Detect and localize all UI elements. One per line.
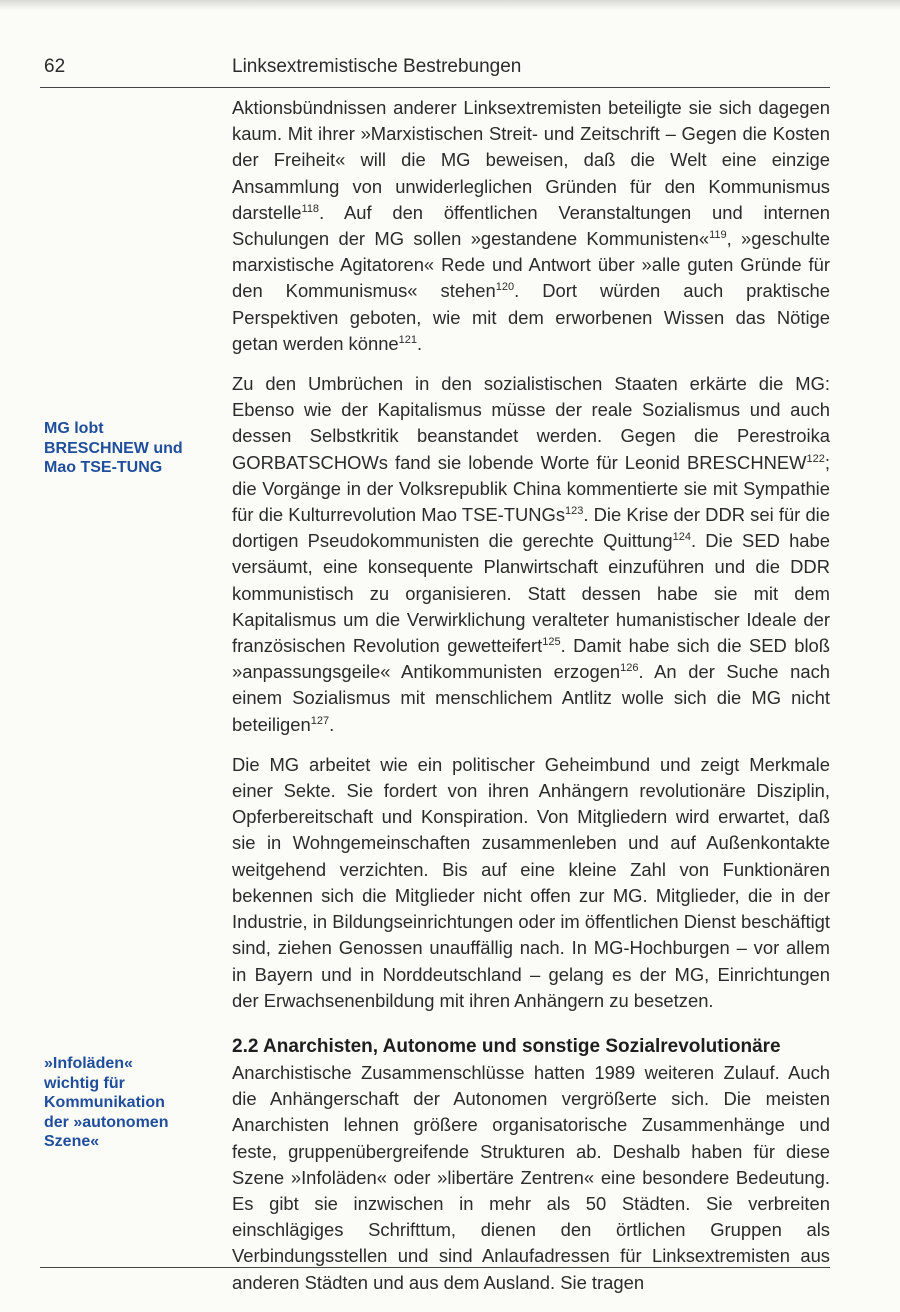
footnote-ref: 119 [709, 228, 727, 241]
margin-note-line: MG lobt [44, 420, 104, 437]
paragraph-3: Die MG arbeitet wie ein politischer Geheimbund und zeigt Merkmale einer Sekte. Sie fordert von ihren Anhängern revolutionäre Disziplin, Opferbereitschaft und Konspiration. Von Mitgliedern wird erwartet, daß sie in Wohngemeinschaften zusammenleben und auf Außenkontakte weitgehend verzichten. Bis auf eine kleine Zahl von Funktionären bekennen sich die Mitglieder nicht offen zur MG. Mitglieder, die in der Industrie, in Bildungseinrichtungen oder im öffentlichen Dienst beschäftigt sind, ziehen Genossen unauffällig nach. In MG-Hochburgen – vor allem in Bayern und in Norddeutschland – gelang es der MG, Einrichtungen der Erwachsenenbildung mit ihren Anhängern zu besetzen. [232, 753, 830, 1011]
footnote-ref: 118 [301, 202, 320, 215]
footnote-ref: 127 [310, 714, 330, 727]
margin-note-line: der »autonomen [44, 1113, 169, 1131]
page-top-shadow [0, 0, 900, 10]
section-heading: 2.2 Anarchisten, Autonome und sonstige Sozialrevolutionäre [232, 1035, 781, 1057]
footnote-ref: 126 [620, 662, 639, 675]
margin-note-line: Mao TSE-TUNG [44, 459, 163, 476]
margin-note-line: Kommunikation [44, 1094, 165, 1111]
margin-note-line: Szene« [44, 1133, 100, 1150]
footnote-ref: 121 [398, 333, 418, 346]
paragraph-4: Anarchistische Zusammenschlüsse hatten 1989 weiteren Zulauf. Auch die Anhängerschaft der Autonomen vergrößerte sich. Die meisten Anarchisten lehnen größere organisatorische Zusammenhänge und feste, gruppenübergreifende Strukturen ab. Deshalb haben für diese Szene »Infoläden« oder »libertäre Zentren« eine besondere Bedeutung. Es gibt sie inzwischen in mehr als 50 Städten. Sie verbreiten einschlägiges Schrifttum, dienen den örtlichen Gruppen als Verbindungsstellen und sind Anlaufadressen für Linksextremisten aus anderen Städten und aus dem Ausland. Sie tragen [232, 1061, 830, 1293]
margin-note-line: »Infoläden« [44, 1055, 133, 1072]
margin-note-infolaeden [44, 1054, 204, 1152]
paragraph-1: Aktionsbündnissen anderer Linksextremisten beteiligte sie sich dagegen kaum. Mit ihrer »Marxistischen Streit- und Zeitschrift – Gegen die Kosten der Freiheit« will die MG beweisen, daß die Welt eine einzige Ansammlung von unwiderleglichen Gründen für den Kommunismus darstelle$^{118}$. Auf den öffentlichen Veranstaltungen und internen Schulungen der MG sollen »gestandene Kommunisten«$^{119}$, »geschulte marxistische Agitatoren« Rede und Antwort über »alle guten Gründe für den Kommunismus« stehen$^{120}$. Dort würden auch praktische Perspektiven geboten, wie mit dem erworbenen Wissen das Nötige getan werden könne$^{121}$. [232, 97, 830, 354]
header-rule [40, 87, 830, 88]
footnote-ref: 122 [806, 452, 825, 465]
footnote-ref: 123 [565, 504, 584, 517]
margin-note-mg-lobt [44, 419, 214, 478]
footnote-ref: 120 [495, 281, 515, 294]
footnote-ref: 124 [672, 531, 691, 544]
margin-note-line: wichtig für [44, 1074, 125, 1092]
running-title: Linksextremistische Bestrebungen [232, 56, 522, 77]
footnote-ref: 125 [542, 635, 561, 648]
body-text [232, 95, 830, 1310]
paragraph-2: Zu den Umbrüchen in den sozialistischen Staaten erkärte die MG: Ebenso wie der Kapitalismus müsse der reale Sozialismus und auch dessen Selbstkritik beanstandet werden. Gegen die Perestroika GORBATSCHOWs fand sie lobende Worte für Leonid BRESCHNEW$^{122}$; die Vorgänge in der Volksrepublik China kommentierte sie mit Sympathie für die Kulturrevolution Mao TSE-TUNGs$^{123}$. Die Krise der DDR sei für die dortigen Pseudokommunisten die gerechte Quittung$^{124}$. Die SED habe versäumt, eine konsequente Planwirtschaft einzuführen und die DDR kommunistisch zu organisieren. Statt dessen habe sie mit dem Kapitalismus um die Verwirklichung veralteter humanistischer Ideale der französischen Revolution gewetteifert$^{125}$. Damit habe sich die SED bloß »anpassungsgeile« Antikommunisten erzogen$^{126}$. An der Suche nach einem Sozialismus mit menschlichem Antlitz wolle sich die MG nicht beteiligen$^{127}$. [232, 373, 830, 735]
margin-note-line: BRESCHNEW und [44, 439, 183, 457]
page-number: 62 [44, 56, 66, 77]
footer-rule [40, 1267, 830, 1268]
